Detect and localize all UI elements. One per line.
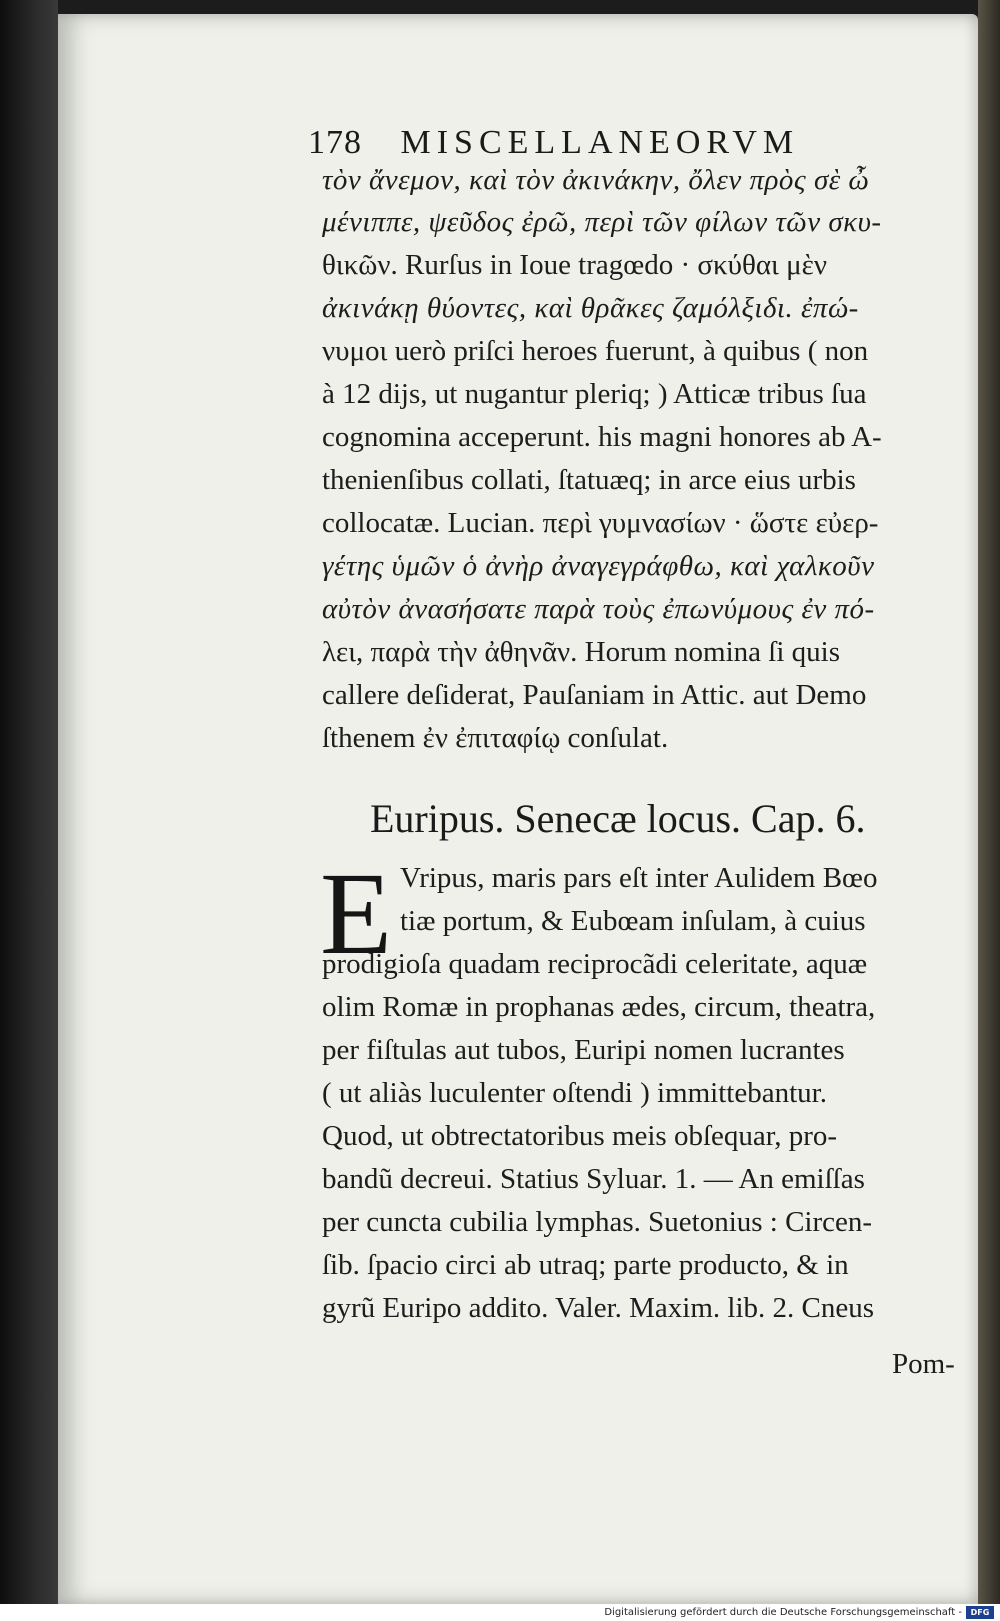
- text-line: ſib. ſpacio circi ab utraq; parte producto, & in: [322, 1249, 849, 1281]
- text-line: per fiſtulas aut tubos, Euripi nomen lucrantes: [322, 1034, 845, 1066]
- text-line: collocatæ. Lucian. περὶ γυμνασίων · ὥστε εὐερ-: [322, 507, 879, 539]
- text-line: λει, παρὰ τὴν ἀθηνᾶν. Horum nomina ſi quis: [322, 636, 840, 668]
- text-line: μένιππε, ψεῦδος ἐρῶ, περὶ τῶν φίλων τῶν σκυ-: [322, 206, 882, 238]
- text-line: callere deſiderat, Pauſaniam in Attic. aut Demo: [322, 679, 867, 711]
- text-line: prodigioſa quadam reciprocãdi celeritate, aquæ: [322, 948, 868, 980]
- running-title: MISCELLANEORVM: [400, 124, 800, 161]
- running-header: [308, 124, 928, 162]
- chapter-title: Euripus. Senecæ locus. Cap. 6.: [370, 796, 866, 841]
- text-line: à 12 dijs, ut nugantur pleriq; ) Atticæ tribus ſua: [322, 378, 867, 410]
- text-line: tiæ portum, & Eubœam inſulam, à cuius: [400, 905, 866, 937]
- text-line: per cuncta cubilia lymphas. Suetonius : Circen-: [322, 1206, 873, 1238]
- text-line: θικῶν. Rurſus in Ioue tragœdo · σκύθαι μὲν: [322, 249, 827, 281]
- text-line: gyrũ Euripo addito. Valer. Maxim. lib. 2. Cneus: [322, 1292, 875, 1324]
- dfg-logo-icon: DFG: [966, 1606, 994, 1619]
- text-line: bandũ decreui. Statius Syluar. 1. — An emiſſas: [322, 1163, 865, 1195]
- text-line: thenienſibus collati, ſtatuæq; in arce eius urbis: [322, 464, 856, 496]
- text-line: ſthenem ἐν ἐπιταφίῳ conſulat.: [322, 722, 669, 754]
- text-line: cognomina acceperunt. his magni honores ab A-: [322, 421, 882, 453]
- funding-credit: Digitalisierung gefördert durch die Deutsche Forschungsgemeinschaft -: [604, 1607, 962, 1618]
- drop-cap-initial: E: [320, 848, 393, 979]
- text-line: αὐτὸν ἀνασήσατε παρὰ τοὺς ἐπωνύμους ἐν πό-: [322, 593, 875, 625]
- text-line: τὸν ἄνεμον, καὶ τὸν ἀκινάκην, ὄλεν πρὸς σὲ ὦ: [322, 164, 870, 196]
- page-number: 178: [308, 124, 362, 161]
- text-line: ἀκινάκῃ θύοντες, καὶ θρᾶκες ζαμόλξιδι. ἐπώ-: [322, 292, 859, 324]
- text-line: νυμοι uerò priſci heroes fuerunt, à quibus ( non: [322, 335, 869, 367]
- page-stack-edge: [978, 0, 1000, 1621]
- book-spine-edge: [0, 0, 58, 1621]
- text-line: Quod, ut obtrectatoribus meis obſequar, pro-: [322, 1120, 838, 1152]
- text-line: olim Romæ in prophanas ædes, circum, theatra,: [322, 991, 876, 1023]
- text-line: γέτης ὑμῶν ὁ ἀνὴρ ἀναγεγράφθω, καὶ χαλκοῦν: [322, 550, 875, 582]
- catchword: Pom-: [892, 1348, 955, 1380]
- text-line: ( ut aliàs luculenter oſtendi ) immittebantur.: [322, 1077, 827, 1109]
- text-line: Vripus, maris pars eſt inter Aulidem Bœo: [400, 862, 878, 894]
